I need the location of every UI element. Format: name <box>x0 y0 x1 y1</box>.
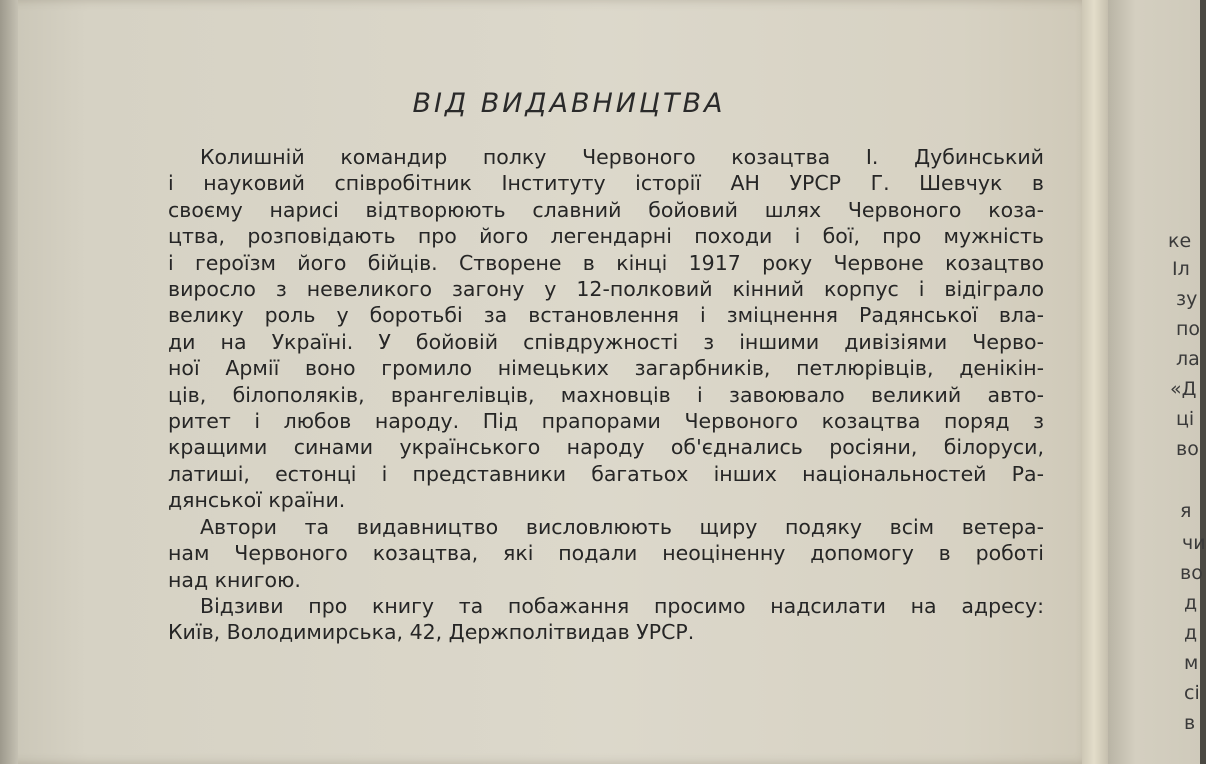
right-page-fragment: в <box>1184 712 1196 734</box>
right-page-fragment: во <box>1180 562 1203 584</box>
body-text <box>168 144 1044 646</box>
text-line: ної Армії воно громило німецьких загарбників, петлюрівців, денікін- <box>168 356 1044 381</box>
right-page-fragment: ла <box>1176 348 1200 370</box>
right-page-fragment: чи <box>1182 532 1206 554</box>
right-page-fragment: ке <box>1168 230 1192 252</box>
text-line: нам Червоного козацтва, які подали неоціненну допомогу в роботі <box>168 541 1044 566</box>
text-line: ди на Україні. У бойовій співдружності з іншими дивізіями Черво- <box>168 329 1044 354</box>
text-line: Автори та видавництво висловлюють щиру подяку всім ветера- <box>200 514 1044 539</box>
text-line: Колишній командир полку Червоного козацтва І. Дубинський <box>200 145 1044 169</box>
text-line: цтва, розповідають про його легендарні походи і бої, про мужність <box>168 224 1044 249</box>
text-line: кращими синами українського народу об'єднались росіяни, білоруси, <box>168 435 1044 460</box>
right-page-fragment: сі <box>1184 682 1200 704</box>
page-title: ВІД ВИДАВНИЦТВА <box>412 88 726 119</box>
right-page-fragment: зу <box>1176 288 1198 310</box>
text-line: дянської країни. <box>168 488 346 513</box>
text-line: виросло з невеликого загону у 12-полковий кінний корпус і відіграло <box>168 277 1044 302</box>
text-line: своєму нарисі відтворюють славний бойовий шлях Червоного коза- <box>168 197 1044 222</box>
right-page-fragment: д <box>1184 592 1198 614</box>
text-line: латиші, естонці і представники багатьох інших національностей Ра- <box>168 461 1044 486</box>
right-page-fragment: «Д <box>1170 378 1197 400</box>
right-page-fragment: д <box>1184 622 1198 644</box>
right-page-fragment: Іл <box>1172 258 1190 280</box>
text-line: над книгою. <box>168 567 301 592</box>
right-page-fragment: я <box>1180 500 1192 522</box>
right-page-fragment: ці <box>1176 408 1195 430</box>
text-line: Відзиви про книгу та побажання просимо надсилати на адресу: <box>200 593 1044 618</box>
right-page-fragment: по <box>1176 318 1201 340</box>
text-line: Київ, Володимирська, 42, Держполітвидав УРСР. <box>168 620 695 645</box>
text-line: і науковий співробітник Інституту історії АН УРСР Г. Шевчук в <box>168 171 1044 196</box>
text-line: велику роль у боротьбі за встановлення і зміцнення Радянської вла- <box>168 303 1044 328</box>
text-line: ритет і любов народу. Під прапорами Червоного козацтва поряд з <box>168 409 1044 434</box>
text-line: і героїзм його бійців. Створене в кінці 1917 року Червоне козацтво <box>168 250 1044 275</box>
right-page-fragment: во <box>1176 438 1199 460</box>
text-line: ців, білополяків, врангелівців, махновців і завоювало великий авто- <box>168 382 1044 407</box>
right-page-fragment: м <box>1184 652 1199 674</box>
